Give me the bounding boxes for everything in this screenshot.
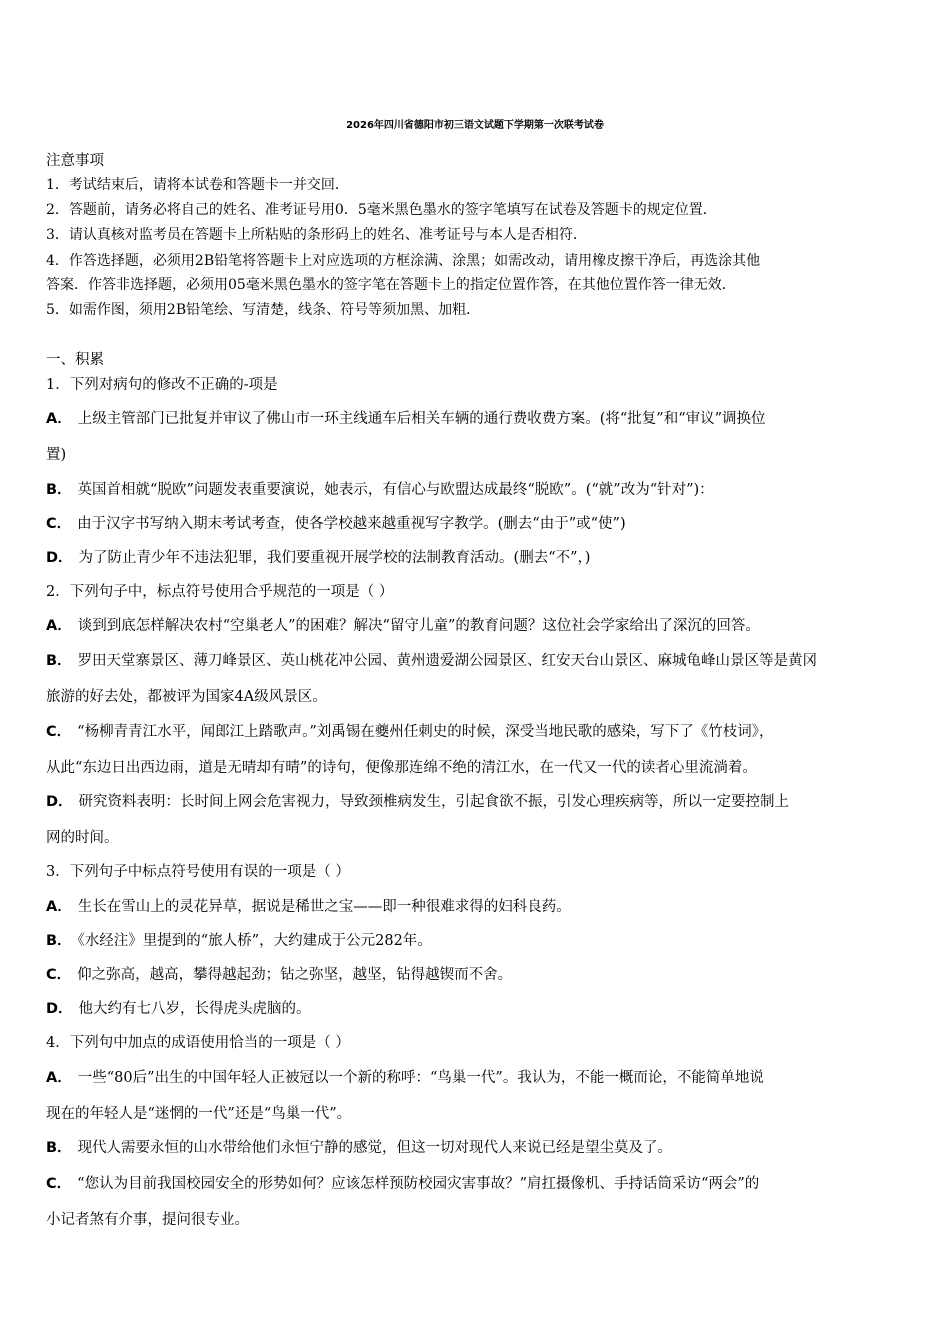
- notice-item: 2．答题前，请务必将自己的姓名、准考证号用0．5毫米黑色墨水的签字笔填写在试卷及答题卡的规定位置．: [46, 202, 717, 218]
- option-continuation: 置): [46, 447, 67, 463]
- option-text: “杨柳青青江水平，闻郎江上踏歌声。”刘禹锡在夔州任刺史的时候，深受当地民歌的感染，写下了《竹枝词》，: [77, 724, 774, 740]
- option-line: [46, 930, 908, 952]
- option-label: A．: [46, 618, 72, 634]
- option-label: B．: [46, 482, 72, 498]
- option-text: 一些“80后”出生的中国年轻人正被冠以一个新的称呼：“鸟巢一代”。我认为，不能一概而论，不能简单地说: [77, 1070, 764, 1086]
- notice-item: 4．作答选择题，必须用2B铅笔将答题卡上对应选项的方框涂满、涂黑；如需改动，请用橡皮擦干净后，再选涂其他: [46, 253, 761, 269]
- option-label: B．: [46, 933, 72, 949]
- option-label: D．: [46, 1001, 73, 1017]
- option-text: 英国首相就“脱欧”问题发表重要演说，她表示，有信心与欧盟达成最终“脱欧”。(“就”改为“针对”)：: [77, 482, 714, 498]
- option-line: [46, 791, 908, 813]
- option-continuation: 现在的年轻人是“迷惘的一代”还是“鸟巢一代”。: [46, 1106, 352, 1122]
- option-text: 由于汉字书写纳入期末考试考查，使各学校越来越重视写字教学。(删去“由于”或“使”): [77, 516, 626, 532]
- page-title: 2026年四川省德阳市初三语文试题下学期第一次联考试卷: [346, 120, 604, 131]
- option-text: 研究资料表明：长时间上网会危害视力，导致颈椎病发生，引起食欲不振，引发心理疾病等，所以一定要控制上: [78, 794, 790, 810]
- question-stem: 4．下列句中加点的成语使用恰当的一项是（ ）: [46, 1035, 350, 1051]
- option-label: C．: [46, 516, 72, 532]
- option-line: [46, 513, 908, 535]
- question-stem: 2．下列句子中，标点符号使用合乎规范的一项是（ ）: [46, 584, 394, 600]
- option-text: 仰之弥高，越高，攀得越起劲；钻之弥坚，越坚，钻得越锲而不舍。: [77, 967, 513, 983]
- option-line: [46, 896, 908, 918]
- option-text: 生长在雪山上的灵花异草，据说是稀世之宝——即一种很难求得的妇科良药。: [77, 899, 571, 915]
- option-text: 现代人需要永恒的山水带给他们永恒宁静的感觉，但这一切对现代人来说已经是望尘莫及了。: [77, 1140, 673, 1156]
- option-line: [46, 1137, 908, 1159]
- option-label: C．: [46, 724, 72, 740]
- section-heading: 一、积累: [46, 352, 104, 368]
- option-text: 谈到到底怎样解决农村“空巢老人”的困难？解决“留守儿童”的教育问题？这位社会学家给出了深沉的回答。: [77, 618, 760, 634]
- option-line: [46, 408, 908, 430]
- option-line: [46, 1067, 908, 1089]
- option-text: 罗田天堂寨景区、薄刀峰景区、英山桃花冲公园、黄州遗爱湖公园景区、红安天台山景区、麻城龟峰山景区等是黄冈: [77, 653, 818, 669]
- option-label: C．: [46, 1176, 72, 1192]
- option-line: [46, 547, 908, 569]
- option-line: [46, 721, 908, 743]
- option-continuation: 旅游的好去处，都被评为国家4A级风景区。: [46, 689, 327, 705]
- option-label: A．: [46, 411, 72, 427]
- notice-item: 答案．作答非选择题，必须用05毫米黑色墨水的签字笔在答题卡上的指定位置作答，在其他位置作答一律无效．: [46, 277, 736, 293]
- option-text: 《水经注》里提到的“旅人桥”，大约建成于公元282年。: [77, 933, 432, 949]
- option-line: [46, 1173, 908, 1195]
- notice-item: 1．考试结束后，请将本试卷和答题卡一并交回．: [46, 177, 349, 193]
- option-text: 他大约有七八岁，长得虎头虎脑的。: [78, 1001, 311, 1017]
- option-text: “您认为目前我国校园安全的形势如何？应该怎样预防校园灾害事故？”肩扛摄像机、手持话筒采访“两会”的: [77, 1176, 760, 1192]
- option-line: [46, 615, 908, 637]
- question-stem: 1．下列对病句的修改不正确的-项是: [46, 377, 278, 393]
- option-continuation: 网的时间。: [46, 830, 119, 846]
- option-label: D．: [46, 550, 73, 566]
- option-text: 上级主管部门已批复并审议了佛山市一环主线通车后相关车辆的通行费收费方案。(将“批复”和“审议”调换位: [77, 411, 766, 427]
- notice-item: 3．请认真核对监考员在答题卡上所粘贴的条形码上的姓名、准考证号与本人是否相符．: [46, 227, 587, 243]
- notice-heading: 注意事项: [46, 153, 104, 169]
- option-continuation: 从此“东边日出西边雨，道是无晴却有晴”的诗句，便像那连绵不绝的清江水，在一代又一代的读者心里流淌着。: [46, 760, 757, 776]
- option-line: [46, 479, 908, 501]
- notice-item: 5．如需作图，须用2B铅笔绘、写清楚，线条、符号等须加黑、加粗．: [46, 302, 481, 318]
- option-line: [46, 998, 908, 1020]
- option-label: C．: [46, 967, 72, 983]
- question-stem: 3．下列句子中标点符号使用有误的一项是（ ）: [46, 864, 350, 880]
- option-line: [46, 650, 908, 672]
- option-label: D．: [46, 794, 73, 810]
- option-label: A．: [46, 1070, 72, 1086]
- option-label: B．: [46, 1140, 72, 1156]
- option-label: A．: [46, 899, 72, 915]
- option-text: 为了防止青少年不违法犯罪，我们要重视开展学校的法制教育活动。(删去“不”，): [78, 550, 591, 566]
- option-label: B．: [46, 653, 72, 669]
- option-continuation: 小记者煞有介事，提问很专业。: [46, 1212, 249, 1228]
- option-line: [46, 964, 908, 986]
